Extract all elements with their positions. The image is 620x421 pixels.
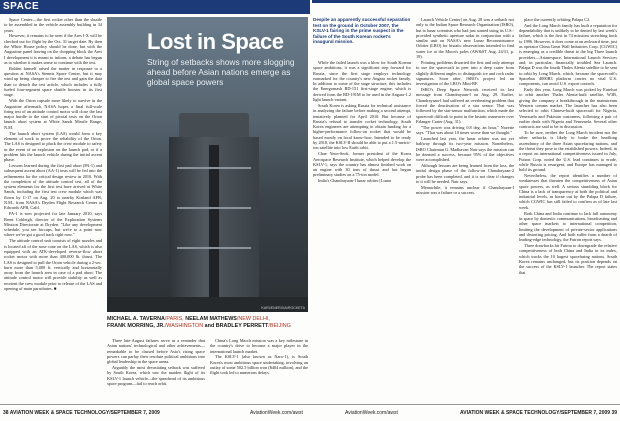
- publication-line: AVIATION WEEK & SPACE TECHNOLOGY/SEPTEMBER 7, 2009: [460, 410, 611, 416]
- author-location: /WASHINGTON: [164, 322, 205, 329]
- paragraph: "The power was driving 0.8 deg. an hour," Nozette says. "That was about 10 times worse than we thought.": [416, 124, 514, 136]
- paragraph: Pointing problems thwarted the first and only attempt to use the spacecraft in peer into a deep crater from slightly different angles to distinguish ice and rock radar signatures. Soon after, ISRO's project led an investigation of the LRO's Mini-RF.: [416, 59, 514, 87]
- paragraph: Three late-August failures serve as a reminder that Asian nations' technological and other achievements—remarkable to be classed before Asia's rising space powers can parlay their resolute political ambitions into global leadership in the space arena.: [107, 338, 205, 365]
- paragraph: Arguably the most devastating setback was suffered by South Korea, which saw the maiden flight of its KSLV-1 launch vehicle—the spearhead of its ambitious space program—fail to reach orbit.: [107, 365, 205, 386]
- paragraph: Nevertheless, the report identifies a number of weaknesses that threaten the competitiveness of Asian space powers, as well. A serious stumbling block for China is a lack of transparency at both the political and industrial levels, as borne out by the Palapa D failure, which CGWIC has still failed to confirm as of late last week.: [519, 172, 617, 210]
- author-location: /BEIJING: [268, 322, 291, 329]
- author-name: FRANK MORRING, JR.: [107, 322, 165, 329]
- paragraph: Launched last year, the lunar orbiter was not yet halfway through its two-year mission. Nonetheless, ISRO Chairman G. Madhavan Nair says the mission can be deemed a success, because 95% of the objectives were accomplished.: [416, 135, 514, 163]
- deck: String of setbacks shows more slogging ahead before Asian nations emerge as global space powers: [147, 57, 295, 87]
- page-number: 38: [3, 410, 9, 416]
- tower-rail: [177, 167, 251, 169]
- tower-rail: [177, 207, 251, 209]
- paragraph: Bolden himself raised the matter in response to a question at NASA's Stennis Space Center, but it may wind up being cheaper to fire the test and gain the data than to detach the test article, which includes a fully fueled four-segment space shuttle booster in its first stage.: [4, 65, 102, 98]
- paragraph: Three drawbacks hit Futron to downgrade the relative competitiveness of both China and India in its index, which tracks the 10 largest spacefaring nations. South Korea remains unchanged, but its position depends on the success of the KSLV-1 launcher. The report states that: [519, 243, 617, 275]
- paragraph: However, it remains to be seen if the Ares I-X will be checked out for flight by the Oct. 31 target date. By then the White House policy should be done, but with the Augustine panel leaving on the chopping block the Ares I development it is meant to inform, a debate has begun as to whether it makes sense to continue with the test.: [4, 33, 102, 65]
- folio-right: [460, 410, 617, 416]
- article-column-4: [416, 17, 514, 400]
- paragraph: Chae Yeon-Seok, former president of the Korea Aerospace Research Institute, which helped develop the KSLV-1, says the country has almost finished work on an engine with 30 tons of thrust and has begun preliminary studies on a 75-ton model.: [313, 151, 411, 178]
- article-column-5: [519, 17, 617, 400]
- tower-rail: [177, 247, 251, 249]
- article-column-1: [107, 338, 205, 400]
- author-name: and BRADLEY PERRETT: [204, 322, 269, 329]
- page-footer: [0, 404, 620, 421]
- author-name: MICHAEL A. TAVERNA: [107, 316, 165, 322]
- photo-credit: KARI/ENERGIA/ROCKETA: [261, 306, 305, 310]
- column-previous-article: [4, 17, 102, 373]
- page-number: 39: [611, 410, 617, 416]
- rocket-silhouette: [209, 145, 219, 305]
- paragraph: Meanwhile, it remains unclear if Chandrayaan-I mission was a failure or a success.: [416, 184, 514, 196]
- lead-photo: [107, 17, 308, 312]
- paragraph: Launch Vehicle Center] on Aug. 28 was a setback not only to the Indian Space Research Organization (ISRO), but to lunar scientists who had just started using its U.S.-provided synthetic aperture radar in conjunction with a similar unit on NASA's new Lunar Reconnaissance Orbiter (LRO) for bistatic observations intended to find water ice at the Moon's poles (AW&ST Aug. 24/31, p. 19).: [416, 17, 514, 60]
- paragraph: The attitude control unit consists of eight nozzles and is located aft of the nose cone on the LAS, which is also equipped with an ATK-developed reverse-flow abort rocket motor with more than 400,000 lb. thrust. The LAS is designed to pull the Orion vehicle during a 2-sec. burn more than 5,000 ft. vertically and horizontally away from the launch area in case of a pad abort. The attitude control motor will provide stability as well as reorient the crew module prior to release of the LAS and opening of main parachutes. ■: [4, 238, 102, 291]
- author-name: NEELAM MATHEWS: [185, 316, 237, 322]
- author-location: /NEW DELHI,: [236, 316, 270, 322]
- paragraph: place the currently orbiting Palapa C2.: [524, 17, 591, 22]
- paragraph: PA-1 is now projected for late January 2010, says Brent Cobleigh, director of the Exploration Systems Mission Directorate at Dryden. "Like any development schedule, you see hiccups, but we're to a point now where we've got a good track right now.": [4, 211, 102, 238]
- paragraph: The launch abort system (LAS) would form a key element of work to prove the reliability of the Orion. The LAS is designed to pluck the crew module to safety in the event of an explosion on the launch pad, or if a problem hits the launch vehicle during the initial ascent phase.: [4, 130, 102, 163]
- section-label: SPACE: [3, 1, 40, 12]
- paragraph: South Korea is asking Russia for technical assistance in analyzing the failure before making a second attempt, tentatively planned for April 2010. But because of Russia's refusal to transfer rocket technology, South Korea engineers are attempting to obtain funding for a higher-performance follow-on rocket that would be based mostly on local know-how. Intended to be ready by 2018, the KSLV-II should be able to put a 1.5-metric-ton satellite into low Earth orbit.: [313, 102, 411, 151]
- paragraph: India's Chandrayaan-I lunar orbiter [Lunar: [318, 178, 392, 184]
- paragraph: The KSLV-1 (also known as Naro-1), is South Korea's most ambitious space undertaking, involving an outlay of some 502.5 billion won ($404 million), and the flight took led to numerous delays.: [210, 354, 308, 376]
- paragraph: With the Orion capsule more likely to survive in the Augustine aftermath, NASA hopes a final full-scale firing test of an attitude control motor will close the last major hurdle to the start of pivotal tests on the Orion launch abort system at White Sands Missile Range, N.M.: [4, 98, 102, 130]
- folio-left: [3, 410, 160, 416]
- paragraph: Space Center—the first rocket other than the shuttle to be assembled in the vehicle assembly building in 34 years.: [4, 17, 102, 33]
- photo-caption: Despite an apparently successful separation test on the ground in October 2007, the KSLV-1 fairing in the prime suspect in the failure of the South Korean rocket's inaugural mission.: [313, 17, 411, 45]
- article-column-3: [313, 60, 411, 400]
- article-column-2: [210, 338, 308, 400]
- paragraph: Although lessons are being learned from the loss, the initial design phase of the follow-on Chandrayaan-2 probe has been completed, and it is not clear if changes to it will be needed, Nair says.: [416, 162, 514, 184]
- top-rule: [312, 0, 620, 3]
- byline: [107, 316, 308, 329]
- publication-line: AVIATION WEEK & SPACE TECHNOLOGY/SEPTEMBER 7, 2009: [9, 410, 160, 416]
- paragraph: Early this year, Long March was picked by Eutelsat to orbit another Thales Alenia-built satellite, W3B, giving the company a breakthrough in the mainstream Western comms market. The launcher has also been selected to orbit Chinese-built spacecraft for Nigeria, Venezuela and Pakistan customers, following a pair of earlier deals with Nigeria and Venezuela. Several other contracts are said to be in discussion.: [519, 87, 617, 130]
- headline: Lost in Space: [147, 29, 284, 54]
- section-bar: [0, 0, 310, 14]
- paragraph: Both China and India continue to lack full autonomy in space by domestic communications, broadcasting and other space markets to international competition, limiting the development of private-sector applications and distorting pricing. And both suffer from a dearth of leading-edge technology, the Futron report says.: [519, 210, 617, 243]
- paragraph: While the failed launch was a blow for South Korean space ambitions, it was a significant step forward for Russia, since the first stage employs technology earmarked for the country's new Angara rocket family. In addition to some of the stage structure, this includes the Energomash RD-151 first-stage engine, which is derived from the RD-191M to be used in the Angara-1.2 light launch variant.: [313, 60, 411, 103]
- paragraph: And the Long March family has built a reputation for dependability that is unlikely to be dented by last week's failure, which is the first in 74 missions stretching back to 1996. However, it does come at an awkward time, just as operator China Great Wall Industries Corp. (CGWIC) is emerging as a credible threat to the big Three launch providers—Arianespace, International Launch Services and, in particular, financially troubled Sea Launch. Palapa D was the fourth Thales Alenia satellite to be sent to orbit by Long March, which, because the spacecraft's Spacebus 4000B3 platform carries no vital U.S. components, can avoid U.S. export controls.: [519, 22, 617, 87]
- paragraph: ISRO's Deep Space Network received its last message from Chandrayaan-I on Aug. 29. Earlier, Chandrayaan-I had suffered an overheating problem that forced the deactivation of a star sensor. That was followed by the star-sensor malfunction, which made the spacecraft difficult to point in the bistatic maneuver over Erlanger Crater (Aug. 31).: [416, 87, 514, 124]
- author-location: /PARIS,: [164, 316, 186, 322]
- footer-url[interactable]: AviationWeek.com/awst: [250, 410, 303, 416]
- paragraph: To be sure, neither the Long March incident nor the other setbacks is likely to brake the headlong ascendancy of the three Asian spacefaring nations, and the threat they pose to the established powers. Indeed, in a report on international competitiveness issued in July, Futron Corp. noted the U.S. lead continues to erode, while Russia is resurgent, and Europe has managed to hold its ground.: [519, 130, 617, 173]
- footer-url[interactable]: AviationWeek.com/awst: [345, 410, 398, 416]
- paragraph: China's Long March mission was a key milestone in the country's drive to become a major player in the international launch market.: [210, 338, 308, 354]
- paragraph: Lessons learned during the first pad abort (PA-1) and subsequent ascent abort (AA-1) tests will be fed into the refinements for the critical design review in 2010. With the completion of the attitude control test, all of the system elements for the first test have arrived at White Sands, including the first test crew module which was flown by C-17 on Aug. 20 to nearby Kirtland AFB, N.M., from NASA's Dryden Flight Research Center at Edwards AFB, Calif.: [4, 162, 102, 211]
